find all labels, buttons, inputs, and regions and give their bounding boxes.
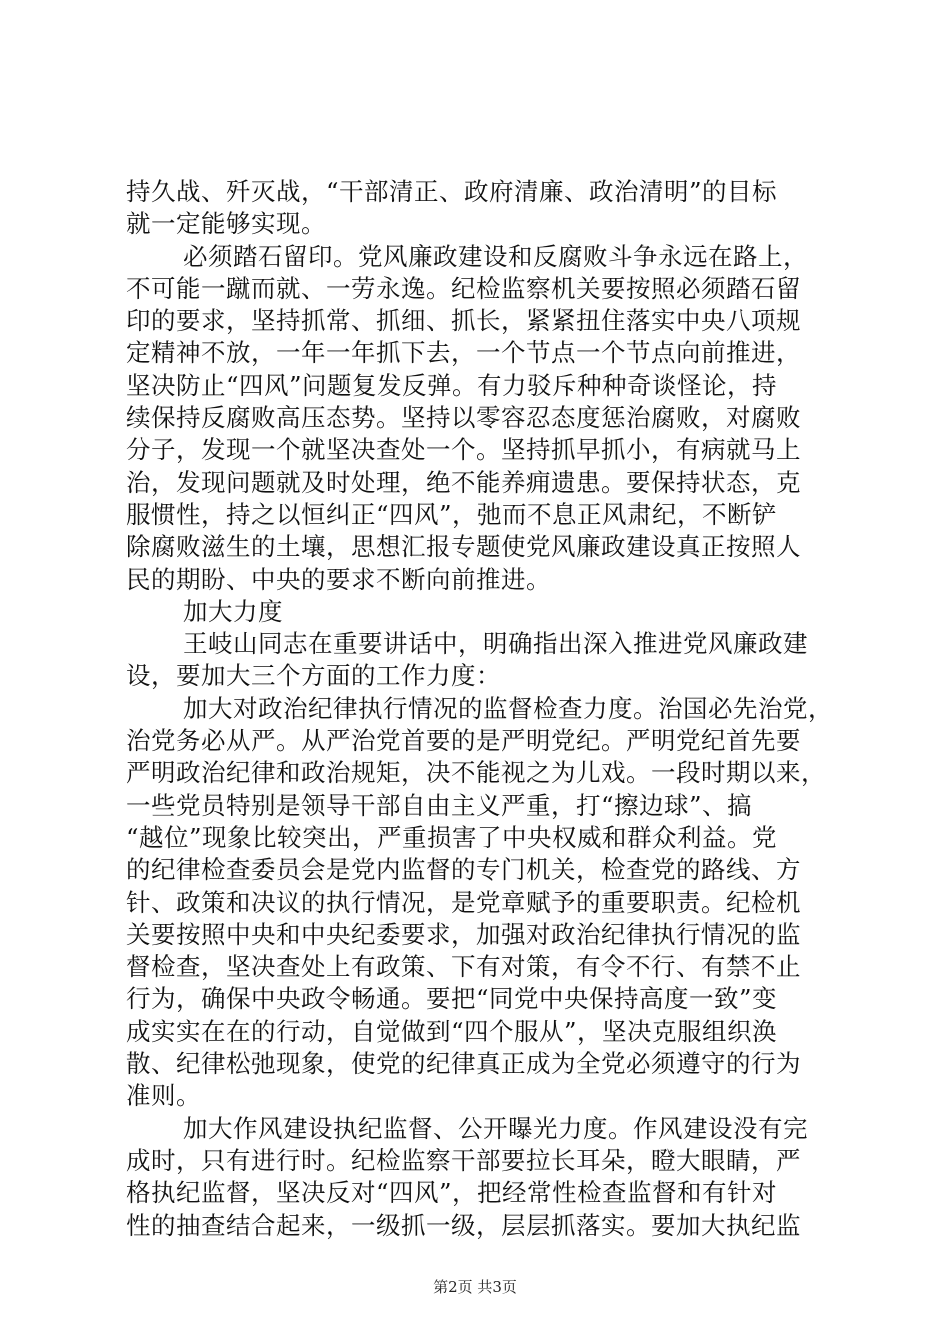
text-line: 王岐山同志在重要讲话中，明确指出深入推进党风廉政建 bbox=[183, 629, 808, 659]
page-footer: 第2页 共3页 bbox=[433, 1278, 517, 1296]
text-line: 坚决防止“四风”问题复发反弹。有力驳斥种种奇谈怪论，持 bbox=[126, 370, 778, 400]
text-line: 行为，确保中央政令畅通。要把“同党中央保持高度一致”变 bbox=[126, 984, 778, 1014]
text-line: 加大作风建设执纪监督、公开曝光力度。作风建设没有完 bbox=[183, 1113, 808, 1143]
text-line: 加大力度 bbox=[183, 596, 283, 626]
text-line: 印的要求，坚持抓常、抓细、抓长，紧紧扭住落实中央八项规 bbox=[126, 306, 801, 336]
text-line: 定精神不放，一年一年抓下去，一个节点一个节点向前推进， bbox=[126, 338, 801, 368]
text-line: 不可能一蹴而就、一劳永逸。纪检监察机关要按照必须踏石留 bbox=[126, 273, 801, 303]
text-line: 必须踏石留印。党风廉政建设和反腐败斗争永远在路上， bbox=[183, 241, 808, 271]
text-line: 民的期盼、中央的要求不断向前推进。 bbox=[126, 564, 551, 594]
text-line: 续保持反腐败高压态势。坚持以零容忍态度惩治腐败，对腐败 bbox=[126, 403, 801, 433]
text-line: “越位”现象比较突出，严重损害了中央权威和群众利益。党 bbox=[126, 822, 778, 852]
document-body bbox=[126, 176, 836, 1242]
text-line: 成时，只有进行时。纪检监察干部要拉长耳朵，瞪大眼睛，严 bbox=[126, 1145, 801, 1175]
text-line: 严明政治纪律和政治规矩，决不能视之为儿戏。一段时期以来， bbox=[126, 758, 826, 788]
text-line: 性的抽查结合起来，一级抓一级，层层抓落实。要加大执纪监 bbox=[126, 1210, 801, 1240]
text-line: 持久战、歼灭战，“干部清正、政府清廉、政治清明”的目标 bbox=[126, 177, 778, 206]
text-line: 成实实在在的行动，自觉做到“四个服从”，坚决克服组织涣 bbox=[126, 1016, 778, 1046]
text-line: 除腐败滋生的土壤，思想汇报专题使党风廉政建设真正按照人 bbox=[126, 532, 801, 562]
text-line: 散、纪律松弛现象，使党的纪律真正成为全党必须遵守的行为 bbox=[126, 1049, 801, 1079]
text-line: 针、政策和决议的执行情况，是党章赋予的重要职责。纪检机 bbox=[126, 887, 801, 917]
text-line: 设，要加大三个方面的工作力度： bbox=[126, 661, 501, 691]
text-line: 一些党员特别是领导干部自由主义严重，打“擦边球”、搞 bbox=[126, 790, 753, 820]
text-line: 督检查，坚决查处上有政策、下有对策，有令不行、有禁不止 bbox=[126, 952, 801, 982]
text-line: 治党务必从严。从严治党首要的是严明党纪。严明党纪首先要 bbox=[126, 726, 801, 756]
text-line: 准则。 bbox=[126, 1081, 201, 1111]
text-line: 的纪律检查委员会是党内监督的专门机关，检查党的路线、方 bbox=[126, 855, 801, 885]
text-line: 就一定能够实现。 bbox=[126, 209, 326, 239]
text-line: 关要按照中央和中央纪委要求，加强对政治纪律执行情况的监 bbox=[126, 919, 801, 949]
text-line: 加大对政治纪律执行情况的监督检查力度。治国必先治党， bbox=[183, 693, 833, 723]
text-line: 格执纪监督，坚决反对“四风”，把经常性检查监督和有针对 bbox=[126, 1178, 778, 1208]
text-line: 服惯性，持之以恒纠正“四风”，弛而不息正风肃纪，不断铲 bbox=[126, 499, 778, 529]
text-line: 分子，发现一个就坚决查处一个。坚持抓早抓小，有病就马上 bbox=[126, 435, 801, 465]
text-line: 治，发现问题就及时处理，绝不能养痈遗患。要保持状态，克 bbox=[126, 467, 801, 497]
